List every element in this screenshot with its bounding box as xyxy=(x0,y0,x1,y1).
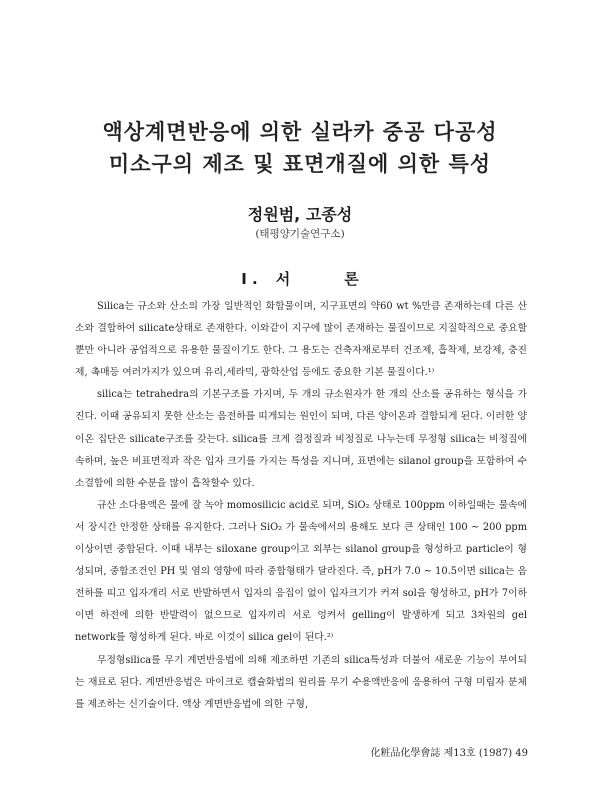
section-title-char-1: 서 xyxy=(275,270,291,288)
authors: 정원범, 고종성 xyxy=(247,205,353,224)
section-title-char-2: 론 xyxy=(344,270,359,288)
body-text xyxy=(75,296,527,716)
section-heading xyxy=(0,268,600,289)
affiliation: (태평양기술연구소) xyxy=(255,228,345,240)
paragraph: Silica는 규소와 산소의 가장 일반적인 화합물이며, 지구표면의 약60 wt %만큼 존재하는데 다른 산소와 결합하여 silicate상태로 존재한다. 이와같이 지구에 많이 존재하는 물질이므로 지질학적으로 중요할 뿐만 아니라 공업적으로 유용한 물질이기도 한다. 그 용도는 건축자재로부터 건조제, 흡착제, 보강제, 충진제, 촉매등 여러가지가 있으며 유리,세라믹, 광학산업 등에도 중요한 기본 물질이다.¹⁾ xyxy=(75,301,527,379)
paragraph: 무정형silica를 무기 계면반응법에 의해 제조하면 기존의 silica특성과 더불어 새로운 기능이 부여되는 재료로 된다. 계면반응법은 마이크로 캡슐화법의 원리를 무기 수용액반응에 응용하여 구형 미립자 분체를 제조하는 신기술이다. 액상 계면반응법에 의한 구형, xyxy=(75,654,527,710)
paragraph: silica는 tetrahedra의 기본구조를 가지며, 두 개의 규소원자가 한 개의 산소를 공유하는 형식을 가진다. 이때 공유되지 못한 산소는 음전하를 띠게되는 원인이 되며, 다른 양이온과 결합되게 된다. 이러한 양이온 집단은 silicate구조를 갖는다. silica를 크게 결정질과 비정질로 나누는데 무정형 silica는 비정질에 속하며, 높은 비표면적과 작은 입자 크기를 가지는 특성을 지니며, 표면에는 silanol group을 포함하여 수소결합에 의한 수분을 많이 흡착할수 있다. xyxy=(75,389,527,489)
paper-title-line-2: 미소구의 제조 및 표면개질에 의한 특성 xyxy=(108,152,492,176)
paper-title-line-1: 액상계면반응에 의한 실라카 중공 다공성 xyxy=(102,120,498,144)
paragraph: 규산 소다용액은 물에 잘 녹아 momosilicic acid로 되며, SiO₂ 상태로 100ppm 이하일때는 물속에서 장시간 안정한 상태를 유지한다. 그러나 SiO₂ 가 물속에서의 용해도 보다 큰 상태인 100 ~ 200 ppm이상이면 중합된다. 이때 내부는 siloxane group이고 외부는 silanol group을 형성하고 particle이 형성되며, 중합조건인 PH 및 염의 영향에 따라 중합형태가 달라진다. 즉, pH가 7.0 ~ 10.5이면 silica는 음전하를 띠고 입자개리 서로 반발하면서 입자의 응집이 없이 입자크기가 커져 sol을 형성하고, pH가 7이하이면 하전에 의한 반발력이 없으므로 입자끼리 서로 엉켜서 gelling이 발생하게 되고 3차원의 gel network를 형성하게 된다. 바로 이것이 silica gel이 된다.²⁾ xyxy=(75,499,527,644)
section-number: I . xyxy=(241,270,258,288)
journal-footer: 化粧品化學會誌 제13호 (1987) 49 xyxy=(370,748,528,759)
